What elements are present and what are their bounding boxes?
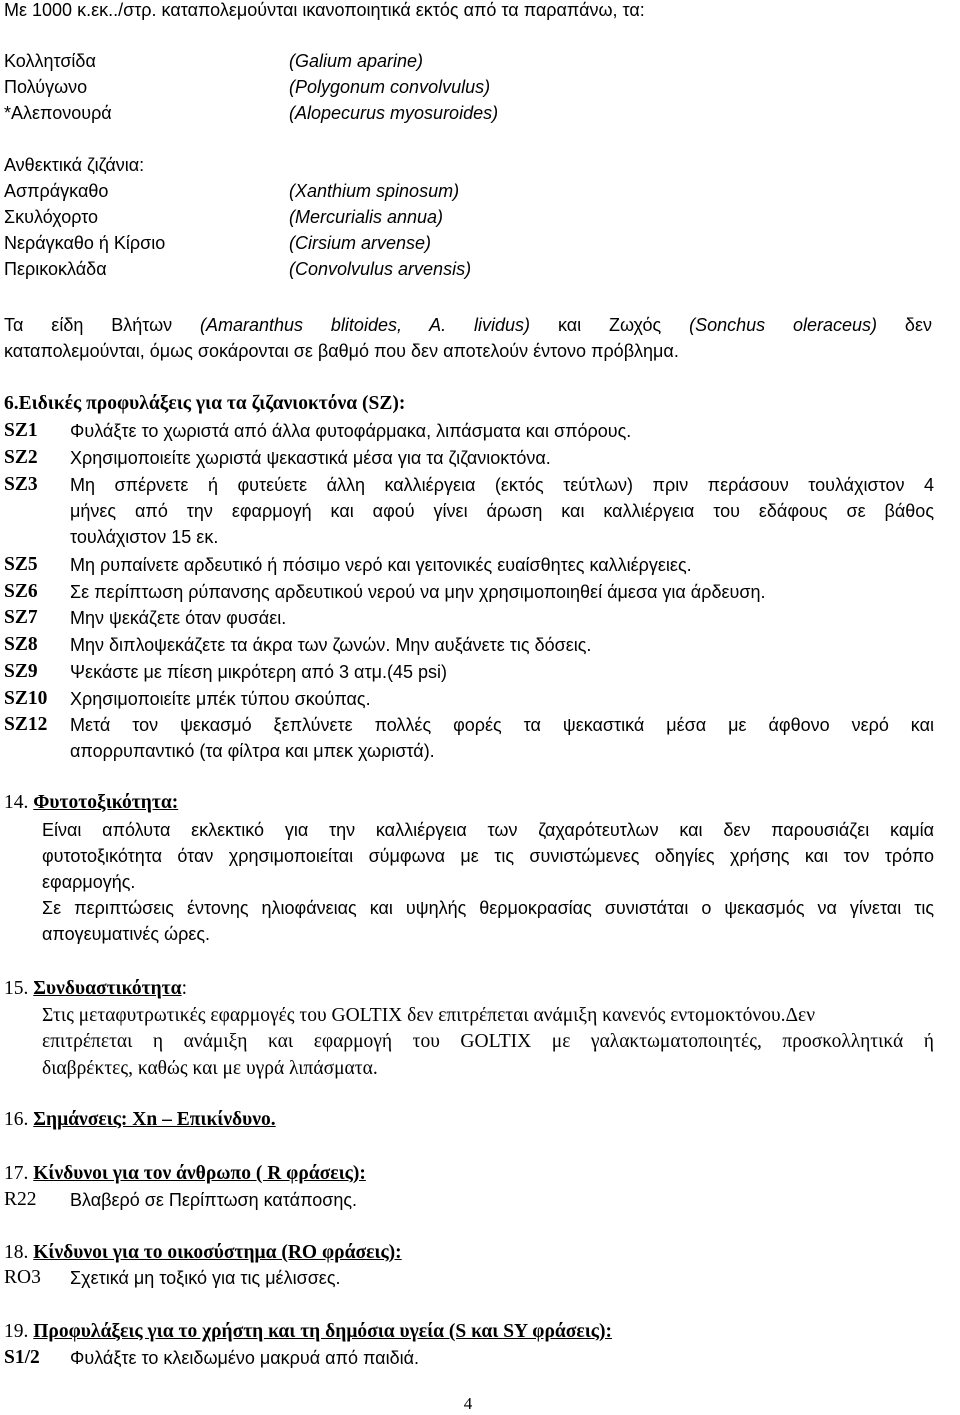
- sz-text-line: απορρυπαντικό (τα φίλτρα και μπεκ χωριστά).: [70, 741, 435, 761]
- sz-text: Μην διπλοψεκάζετε τα άκρα των ζωνών. Μην αυξάνετε τις δόσεις.: [70, 635, 592, 655]
- section18-heading: Κίνδυνοι για το οικοσύστημα (RO φράσεις):: [33, 1242, 402, 1263]
- section15-heading: Συνδυαστικότητα: [33, 978, 182, 999]
- sz-item: [4, 659, 934, 686]
- sz-item: [4, 579, 934, 606]
- weed-latin-name: (Cirsium arvense): [289, 233, 432, 253]
- sz-code: SZ5: [4, 554, 38, 575]
- section17-heading: Κίνδυνοι για τον άνθρωπο ( R φράσεις):: [33, 1163, 366, 1184]
- sz-item: [4, 445, 934, 472]
- sz-code: SZ7: [4, 607, 38, 628]
- note-text: και Ζωχός: [557, 315, 662, 335]
- weed-latin-name: (Galium aparine): [289, 51, 424, 71]
- sz-text: Χρησιμοποιείτε μπέκ τύπου σκούπας.: [70, 689, 371, 709]
- section-number: 16.: [4, 1109, 29, 1130]
- section14-heading-row: [4, 790, 934, 817]
- sz-item: [4, 552, 934, 579]
- resistant-heading: Ανθεκτικά ζιζάνια:: [4, 155, 145, 175]
- sz-text: Φυλάξτε το χωριστά από άλλα φυτοφάρμακα, λιπάσματα και σπόρους.: [70, 421, 632, 441]
- note-latin: (Amaranthus blitoides, A. lividus): [200, 315, 531, 335]
- phrase-row: [4, 1345, 934, 1372]
- sz-code: SZ2: [4, 447, 38, 468]
- section14-body: [42, 817, 934, 947]
- weed-row: [4, 256, 944, 282]
- section19-heading: Προφυλάξεις για το χρήστη και τη δημόσια υγεία (S και SY φράσεις):: [33, 1321, 612, 1342]
- note-latin: (Sonchus oleraceus): [689, 315, 878, 335]
- amaranth-note-line1: [4, 312, 932, 338]
- phrase-code: RO3: [4, 1267, 41, 1288]
- weed-row: [4, 204, 944, 230]
- body-line: επιτρέπεται η ανάμιξη και εφαρμογή του GOLTIX με γαλακτωματοποιητές, προσκολλητικά ή: [42, 1031, 934, 1052]
- body-line: απογευματινές ώρες.: [42, 923, 211, 944]
- weed-latin-name: (Polygonum convolvulus): [289, 77, 491, 97]
- phrase-text: Σχετικά μη τοξικό για τις μέλισσες.: [70, 1268, 341, 1288]
- heading-colon: :: [181, 978, 187, 999]
- section15-heading-row: [4, 976, 934, 1003]
- sz-text: Μη ρυπαίνετε αρδευτικό ή πόσιμο νερό και γειτονικές ευαίσθητες καλλιέργειες.: [70, 555, 692, 575]
- sz-code: SZ9: [4, 661, 38, 682]
- sz-text: [70, 712, 934, 764]
- sz-code: SZ10: [4, 688, 48, 709]
- page-number: 4: [463, 1394, 473, 1413]
- weed-latin-name: (Mercurialis annua): [289, 207, 444, 227]
- sz-item: [4, 686, 934, 713]
- intro-text: Με 1000 κ.εκ../στρ. καταπολεμούνται ικανοποιητικά εκτός από τα παραπάνω, τα:: [4, 0, 645, 20]
- weed-greek-name: Κολλητσίδα: [4, 51, 96, 71]
- sz-text: Μην ψεκάζετε όταν φυσάει.: [70, 608, 287, 628]
- weed-latin-name: (Alopecurus myosuroides): [289, 103, 499, 123]
- amaranth-note-line2: καταπολεμούνται, όμως σοκάρονται σε βαθμό που δεν αποτελούν έντονο πρόβλημα.: [4, 341, 679, 361]
- section16-heading: Σημάνσεις: Xn – Επικίνδυνο.: [33, 1109, 276, 1130]
- phrase-code: R22: [4, 1189, 37, 1210]
- body-line: Σε περιπτώσεις έντονης ηλιοφάνειας και υψηλής θερμοκρασίας συνιστάται ο ψεκασμός να γίνεται τις: [42, 897, 934, 918]
- section18-heading-row: [4, 1240, 402, 1267]
- weed-latin-name: (Xanthium spinosum): [289, 181, 460, 201]
- section19-heading-row: [4, 1319, 612, 1346]
- phrase-row: [4, 1187, 934, 1214]
- sz-text: Χρησιμοποιείτε χωριστά ψεκαστικά μέσα για τα ζιζανιοκτόνα.: [70, 448, 551, 468]
- body-line: διαβρέκτες, καθώς και με υγρά λιπάσματα.: [42, 1057, 378, 1079]
- weed-row: [4, 100, 944, 126]
- sz-code: SZ1: [4, 420, 38, 441]
- sz-code: SZ8: [4, 634, 38, 655]
- body-line: εφαρμογής.: [42, 871, 136, 892]
- note-text: Τα είδη Βλήτων: [4, 315, 173, 335]
- weed-row: [4, 178, 944, 204]
- sz-text-line: μήνες από την εφαρμογή και αφού γίνει άρωση και καλλιέργεια του εδάφους σε βάθος: [70, 501, 934, 521]
- weed-greek-name: Ασπράγκαθο: [4, 181, 109, 201]
- weed-greek-name: *Αλεπονουρά: [4, 103, 112, 123]
- sz-item: [4, 712, 934, 766]
- section14: [4, 790, 934, 947]
- sz-code: SZ6: [4, 581, 38, 602]
- weed-row: [4, 48, 944, 74]
- section-number: 17.: [4, 1163, 29, 1184]
- sz-item: [4, 605, 934, 632]
- section15: [4, 976, 934, 1082]
- weed-greek-name: Νεράγκαθο ή Κίρσιο: [4, 233, 166, 253]
- sz-text-line: τουλάχιστον 15 εκ.: [70, 527, 219, 547]
- phrase-row: [4, 1265, 934, 1292]
- sz-text-line: Μετά τον ψεκασμό ξεπλύνετε πολλές φορές τα ψεκαστικά μέσα με άφθονο νερό και: [70, 715, 934, 735]
- section16-heading-row: [4, 1107, 276, 1134]
- body-line: φυτοτοξικότητα όταν χρησιμοποιείται σύμφωνα με τις συνιστώμενες οδηγίες χρήσης και τον τρόπο: [42, 845, 934, 866]
- phrase-text: Βλαβερό σε Περίπτωση κατάποσης.: [70, 1190, 358, 1210]
- sz-code: SZ3: [4, 474, 38, 495]
- sz-text: [70, 472, 934, 550]
- weed-greek-name: Σκυλόχορτο: [4, 207, 99, 227]
- sz-code: SZ12: [4, 714, 48, 735]
- section-number: 15.: [4, 978, 29, 999]
- sz-text: Ψεκάστε με πίεση μικρότερη από 3 ατμ.(45 psi): [70, 662, 447, 682]
- phrase-code: S1/2: [4, 1347, 40, 1368]
- section15-body: [42, 1003, 934, 1083]
- weed-greek-name: Πολύγωνο: [4, 77, 88, 97]
- phrase-text: Φυλάξτε το κλειδωμένο μακρυά από παιδιά.: [70, 1348, 420, 1368]
- sz-text: Σε περίπτωση ρύπανσης αρδευτικού νερού να μην χρησιμοποιηθεί άμεσα για άρδευση.: [70, 582, 766, 602]
- weed-row: [4, 74, 944, 100]
- body-line: Στις μεταφυτρωτικές εφαρμογές του GOLTIX δεν επιτρέπεται ανάμιξη κανενός εντομοκτόνου.Δεν: [42, 1004, 816, 1026]
- weed-latin-name: (Convolvulus arvensis): [289, 259, 472, 279]
- section6-heading: 6.Ειδικές προφυλάξεις για τα ζιζανιοκτόνα (SZ):: [4, 393, 406, 414]
- weed-greek-name: Περικοκλάδα: [4, 259, 107, 279]
- body-line: Είναι απόλυτα εκλεκτικό για την καλλιέργεια των ζαχαρότευτλων και δεν παρουσιάζει καμία: [42, 819, 934, 840]
- sz-item: [4, 632, 934, 659]
- section14-heading: Φυτοτοξικότητα:: [33, 792, 179, 813]
- weed-row: [4, 230, 944, 256]
- section-number: 14.: [4, 792, 29, 813]
- sz-item: [4, 472, 934, 552]
- section-number: 19.: [4, 1321, 29, 1342]
- note-text: δεν: [904, 315, 932, 335]
- sz-text-line: Μη σπέρνετε ή φυτεύετε άλλη καλλιέργεια (εκτός τεύτλων) πριν περάσουν τουλάχιστον 4: [70, 475, 934, 495]
- section17-heading-row: [4, 1161, 366, 1188]
- section-number: 18.: [4, 1242, 29, 1263]
- sz-item: [4, 418, 934, 445]
